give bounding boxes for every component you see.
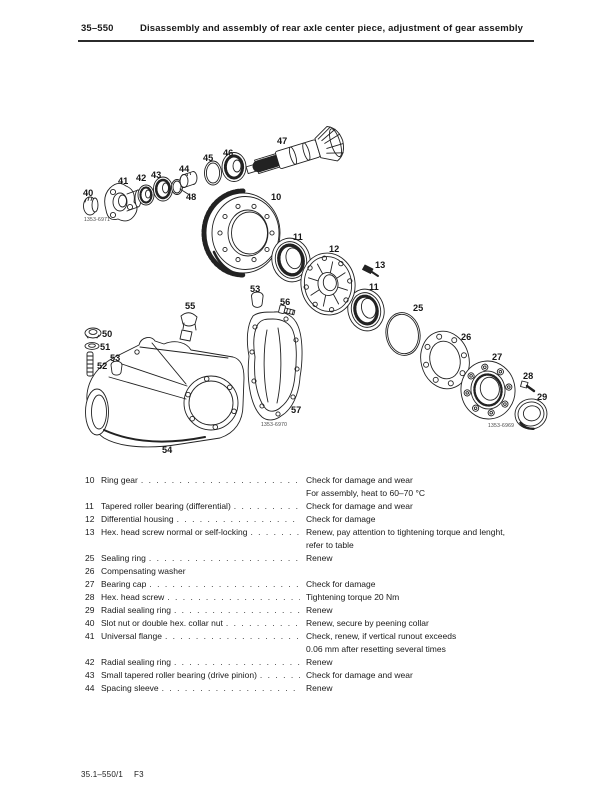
part-name: Slot nut or double hex. collar nut: [101, 618, 223, 628]
callout-12: 12: [329, 244, 340, 254]
callout-46: 46: [223, 148, 234, 158]
drive-pinion-47: [242, 123, 348, 187]
callout-52: 52: [97, 361, 108, 371]
callout-54: 54: [162, 445, 173, 455]
part-name: Bearing cap: [101, 579, 147, 589]
part-name: Radial sealing ring: [101, 657, 171, 667]
part-number: 25: [85, 553, 95, 563]
plug-53-upper: [252, 292, 264, 307]
part-number: 27: [85, 579, 95, 589]
callout-51: 51: [100, 342, 111, 352]
shim-45: [205, 161, 222, 185]
callout-55: 55: [185, 301, 196, 311]
part-note: Renew: [306, 683, 333, 693]
part-note: Check for damage and wear: [306, 501, 413, 511]
callout-13: 13: [375, 260, 386, 270]
document-reference: 35.1–550/1: [81, 770, 124, 779]
parts-row: [85, 682, 543, 695]
parts-row: [85, 630, 543, 643]
part-number: 10: [85, 475, 95, 485]
dot-leader: [177, 513, 300, 526]
part-note: Check for damage and wear: [306, 670, 413, 680]
callout-41: 41: [118, 176, 129, 186]
part-number: 41: [85, 631, 95, 641]
parts-row: [85, 591, 543, 604]
part-number: 43: [85, 670, 95, 680]
part-number: 40: [85, 618, 95, 628]
part-note: Renew: [306, 605, 333, 615]
part-note: Renew: [306, 553, 333, 563]
part-note: Renew, secure by peening collar: [306, 618, 429, 628]
dot-leader: [226, 617, 300, 630]
figure-number-2: 1353-6970: [261, 422, 288, 428]
side-cover-57: [247, 312, 302, 420]
dot-leader: [162, 682, 300, 695]
part-note: Check for damage and wear: [306, 475, 413, 485]
washer-51: [85, 343, 99, 350]
part-note: refer to table: [306, 540, 354, 550]
part-number: 11: [85, 501, 94, 511]
part-number: 13: [85, 527, 95, 537]
radial-seal-42: [138, 185, 154, 205]
callout-40: 40: [83, 188, 94, 198]
part-name: Spacing sleeve: [101, 683, 159, 693]
callout-25: 25: [413, 303, 424, 313]
dot-leader: [141, 474, 300, 487]
universal-flange-41: [105, 183, 141, 220]
parts-row-continuation: [85, 643, 543, 656]
callout-53-upper: 53: [250, 284, 261, 294]
dot-leader: [260, 669, 300, 682]
callout-56: 56: [280, 297, 291, 307]
part-number: 28: [85, 592, 95, 602]
parts-row: [85, 513, 543, 526]
callout-48: 48: [186, 192, 197, 202]
callout-57: 57: [291, 405, 302, 415]
parts-row: [85, 617, 543, 630]
page-footer: [81, 770, 144, 779]
part-name: Hex. head screw: [101, 592, 165, 602]
dot-leader: [165, 630, 300, 643]
part-name: Ring gear: [101, 475, 138, 485]
parts-row: [85, 552, 543, 565]
nut-50: [85, 328, 101, 338]
figure-number-1: 1353-6971: [84, 217, 111, 223]
parts-row: [85, 604, 543, 617]
part-name: Tapered roller bearing (differential): [101, 501, 231, 511]
part-name: Small tapered roller bearing (drive pinion): [101, 670, 257, 680]
dot-leader: [174, 656, 300, 669]
part-number: 42: [85, 657, 95, 667]
parts-row: [85, 578, 543, 591]
slot-nut-40: [84, 197, 99, 215]
plug-53-lower: [111, 361, 122, 375]
callout-50: 50: [102, 329, 113, 339]
dot-leader: [167, 591, 300, 604]
small-tapered-bearing-43: [154, 177, 173, 201]
part-note: For assembly, heat to 60–70 °C: [306, 488, 425, 498]
part-name: Universal flange: [101, 631, 162, 641]
stud-52: [87, 352, 93, 376]
part-note: Tightening torque 20 Nm: [306, 592, 400, 602]
part-note: Renew: [306, 657, 333, 667]
parts-row-continuation: [85, 539, 543, 552]
dot-leader: [234, 500, 300, 513]
callout-10: 10: [271, 192, 282, 202]
part-number: 12: [85, 514, 95, 524]
hex-screw-28: [521, 381, 535, 391]
part-number: 29: [85, 605, 95, 615]
section-number: 35–550: [81, 23, 114, 34]
part-name: Differential housing: [101, 514, 174, 524]
callout-44: 44: [179, 164, 190, 174]
part-name: Sealing ring: [101, 553, 146, 563]
callout-11-upper: 11: [293, 232, 303, 242]
footer-code: F3: [134, 770, 144, 779]
part-note: Check for damage: [306, 514, 376, 524]
callout-53-lower: 53: [110, 353, 121, 363]
callout-47: 47: [277, 136, 288, 146]
part-name: Compensating washer: [101, 566, 186, 576]
callout-45: 45: [203, 153, 214, 163]
dot-leader: [250, 526, 300, 539]
callout-27: 27: [492, 352, 503, 362]
part-number: 26: [85, 566, 95, 576]
part-number: 44: [85, 683, 95, 693]
dot-leader: [174, 604, 300, 617]
callout-29: 29: [537, 392, 548, 402]
ring-gear-10: [204, 191, 280, 275]
callout-43: 43: [151, 170, 162, 180]
part-name: Radial sealing ring: [101, 605, 171, 615]
part-note: Check, renew, if vertical runout exceeds: [306, 631, 457, 641]
parts-list: [85, 474, 543, 695]
part-name: Hex. head screw normal or self-locking: [101, 527, 248, 537]
callout-26: 26: [461, 332, 472, 342]
callout-11-lower: 11: [369, 282, 379, 292]
parts-row: [85, 565, 543, 578]
dot-leader: [149, 552, 300, 565]
callout-28: 28: [523, 371, 534, 381]
parts-row: [85, 669, 543, 682]
sealing-ring-25: [383, 310, 424, 358]
dot-leader: [149, 578, 300, 591]
parts-row-continuation: [85, 487, 543, 500]
breather-55: [181, 313, 197, 330]
parts-row: [85, 656, 543, 669]
part-note: Check for damage: [306, 579, 376, 589]
part-note: Renew, pay attention to tightening torque and lenght,: [306, 527, 505, 537]
page-title: Disassembly and assembly of rear axle center piece, adjustment of gear assembly: [140, 23, 524, 34]
part-note: 0.06 mm after resetting several times: [306, 644, 446, 654]
callout-42: 42: [136, 173, 147, 183]
parts-row: [85, 474, 543, 487]
parts-row: [85, 526, 543, 539]
figure-number-3: 1353-6969: [488, 423, 515, 429]
part-note: [306, 565, 543, 578]
parts-row: [85, 500, 543, 513]
